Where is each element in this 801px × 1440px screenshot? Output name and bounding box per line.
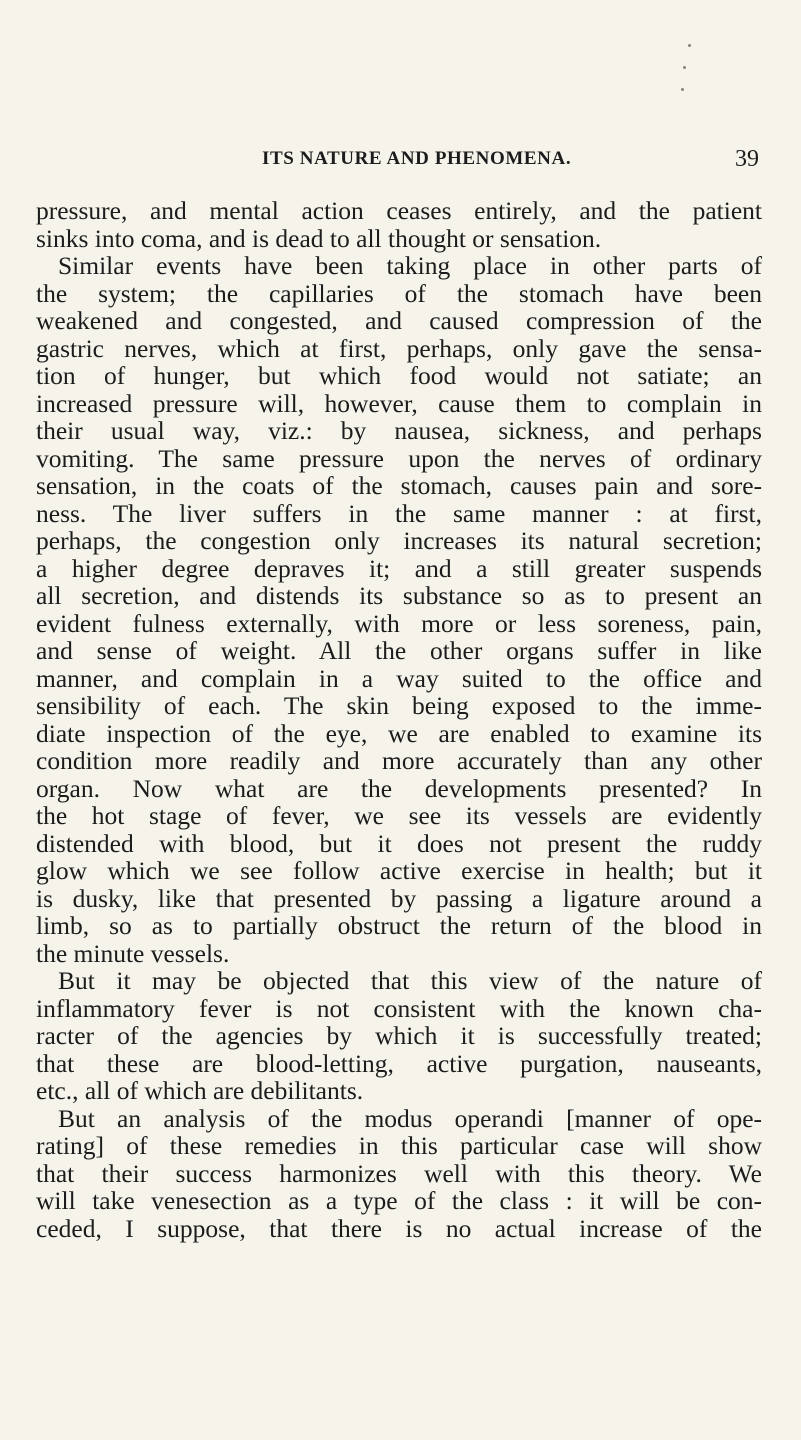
text-line: diate inspection of the eye, we are enabled to examine its: [36, 718, 762, 748]
text-line: evident fulness externally, with more or less soreness, pain,: [36, 608, 762, 638]
text-line: and sense of weight. All the other organs suffer in like: [36, 636, 762, 665]
edge-speck: [688, 44, 691, 47]
running-header: [0, 146, 801, 176]
text-line: pressure, and mental action ceases entirely, and the patient: [36, 196, 762, 225]
text-line: the hot stage of fever, we see its vessels are evidently: [36, 801, 762, 830]
text-line: distended with blood, but it does not present the ruddy: [36, 828, 762, 858]
text-line: But an analysis of the modus operandi [manner of ope-: [58, 1103, 762, 1133]
text-line: all secretion, and distends its substance so as to present an: [36, 581, 762, 610]
text-line: inflammatory fever is not consistent with the known cha-: [36, 993, 762, 1023]
edge-speck: [681, 88, 684, 91]
text-line: their usual way, viz.: by nausea, sickness, and perhaps: [36, 416, 762, 445]
text-line: tion of hunger, but which food would not satiate; an: [36, 361, 762, 390]
text-line: manner, and complain in a way suited to the office and: [36, 663, 762, 693]
edge-speck: [683, 66, 686, 69]
page-number: 39: [735, 146, 759, 172]
text-line: racter of the agencies by which it is successfully treated;: [36, 1021, 762, 1050]
text-line: Similar events have been taking place in other parts of: [58, 251, 762, 280]
text-line: increased pressure will, however, cause them to complain in: [36, 388, 762, 418]
text-line: that their success harmonizes well with this theory. We: [36, 1158, 762, 1188]
text-line: glow which we see follow active exercise in health; but it: [36, 856, 762, 885]
text-line: But it may be objected that this view of the nature of: [58, 966, 762, 995]
text-line: weakened and congested, and caused compression of the: [36, 306, 762, 335]
running-title: ITS NATURE AND PHENOMENA.: [262, 148, 572, 169]
text-line: rating] of these remedies in this particular case will show: [36, 1131, 762, 1160]
text-line: condition more readily and more accurately than any other: [36, 746, 762, 775]
body-text: [36, 197, 762, 1242]
text-line: organ. Now what are the developments presented? In: [36, 773, 762, 803]
text-line: the minute vessels.: [36, 938, 230, 968]
text-line: will take venesection as a type of the class : it will be con-: [36, 1186, 762, 1215]
text-line: that these are blood-letting, active purgation, nauseants,: [36, 1048, 762, 1078]
text-line: etc., all of which are debilitants.: [36, 1076, 364, 1105]
text-line: the system; the capillaries of the stomach have been: [36, 278, 762, 308]
text-line: a higher degree depraves it; and a still greater suspends: [36, 553, 762, 583]
text-line: perhaps, the congestion only increases its natural secretion;: [36, 526, 762, 555]
text-line: is dusky, like that presented by passing a ligature around a: [36, 883, 762, 913]
text-line: ness. The liver suffers in the same manner : at first,: [36, 498, 762, 528]
text-line: vomiting. The same pressure upon the nerves of ordinary: [36, 443, 762, 473]
text-line: sinks into coma, and is dead to all thought or sensation.: [36, 223, 602, 253]
text-line: ceded, I suppose, that there is no actual increase of the: [36, 1213, 762, 1243]
text-line: limb, so as to partially obstruct the return of the blood in: [36, 911, 762, 940]
text-line: gastric nerves, which at first, perhaps, only gave the sensa-: [36, 333, 762, 363]
text-line: sensibility of each. The skin being exposed to the imme-: [36, 691, 762, 720]
text-line: sensation, in the coats of the stomach, causes pain and sore-: [36, 471, 762, 500]
